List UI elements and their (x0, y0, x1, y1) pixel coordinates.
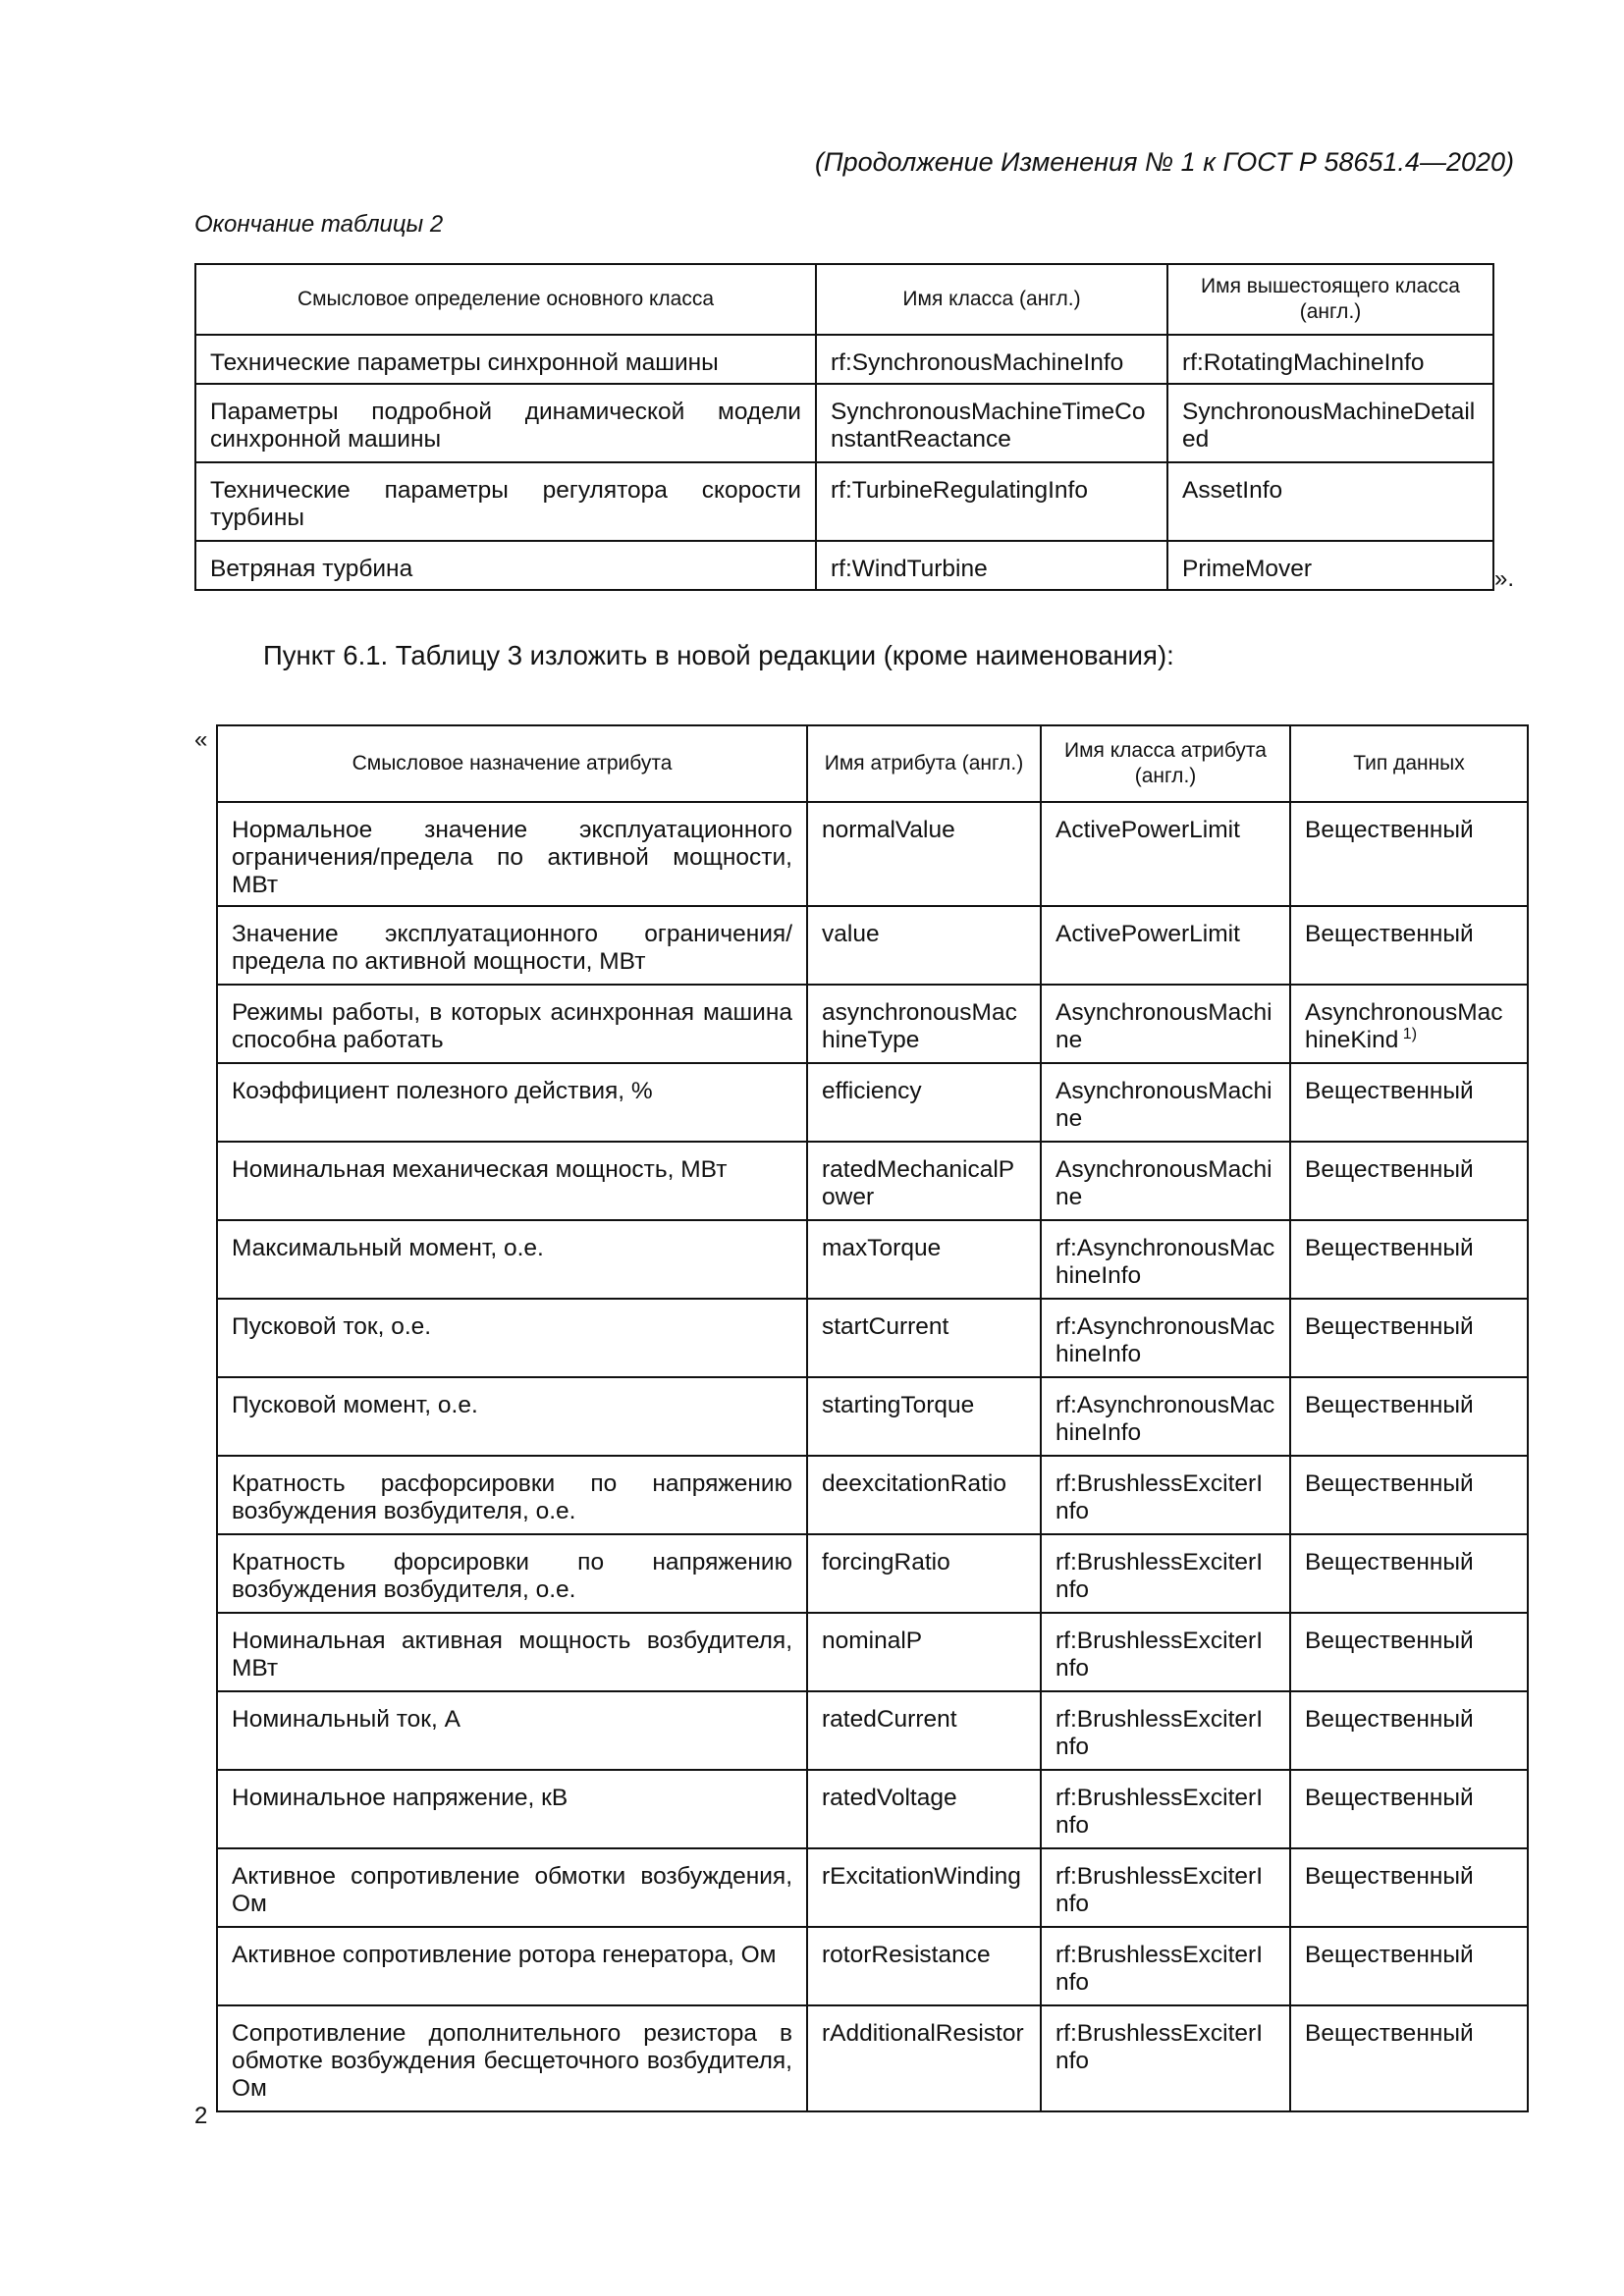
table-row (195, 541, 1493, 590)
table-cell: deexcitationRatio (807, 1456, 1041, 1534)
table2-caption: Окончание таблицы 2 (194, 211, 444, 238)
table3-header-cell: Тип данных (1290, 725, 1528, 802)
section-instruction-text: Пункт 6.1. Таблицу 3 изложить в новой редакции (кроме наименования): (263, 640, 1174, 670)
table-cell: rf:BrushlessExciterInfo (1041, 1927, 1290, 2005)
table-cell: maxTorque (807, 1220, 1041, 1299)
table-cell: Режимы работы, в которых асинхронная машина способна работать (217, 985, 807, 1063)
table-cell: Пусковой ток, о.е. (217, 1299, 807, 1377)
table-cell: Технические параметры синхронной машины (195, 335, 816, 384)
table-cell: Максимальный момент, о.е. (217, 1220, 807, 1299)
table-cell: ratedVoltage (807, 1770, 1041, 1848)
table-cell: Вещественный (1290, 1927, 1528, 2005)
table-row (217, 802, 1528, 906)
table-cell: Вещественный (1290, 1063, 1528, 1142)
table-cell: Вещественный (1290, 1142, 1528, 1220)
table-cell: forcingRatio (807, 1534, 1041, 1613)
table-cell: rf:AsynchronousMachineInfo (1041, 1299, 1290, 1377)
table-cell: Ветряная турбина (195, 541, 816, 590)
table-row (217, 1770, 1528, 1848)
table-cell: Технические параметры регулятора скорости турбины (195, 462, 816, 541)
table-cell: Вещественный (1290, 1770, 1528, 1848)
table3-header-row (217, 725, 1528, 802)
footnote-marker: 1) (1398, 1026, 1418, 1042)
table-row (217, 1691, 1528, 1770)
table-cell: Значение эксплуатационного ограничения/предела по активной мощности, МВт (217, 906, 807, 985)
table-row (217, 1142, 1528, 1220)
table-cell: ActivePowerLimit (1041, 906, 1290, 985)
table-cell: rotorResistance (807, 1927, 1041, 2005)
table-cell: Кратность расфорсировки по напряжению возбуждения возбудителя, о.е. (217, 1456, 807, 1534)
table-cell: Активное сопротивление обмотки возбуждения, Ом (217, 1848, 807, 1927)
table-cell: Вещественный (1290, 1848, 1528, 1927)
table-cell: AssetInfo (1167, 462, 1493, 541)
table-cell: Вещественный (1290, 1534, 1528, 1613)
table2 (194, 263, 1494, 591)
table3-header-cell: Смысловое назначение атрибута (217, 725, 807, 802)
table3-header-cell: Имя атрибута (англ.) (807, 725, 1041, 802)
table-cell: AsynchronousMachine (1041, 1142, 1290, 1220)
table-cell: Номинальная активная мощность возбудителя, МВт (217, 1613, 807, 1691)
table-cell: ratedCurrent (807, 1691, 1041, 1770)
table-cell: PrimeMover (1167, 541, 1493, 590)
table-cell: rf:SynchronousMachineInfo (816, 335, 1167, 384)
table-cell: ActivePowerLimit (1041, 802, 1290, 906)
table-row (217, 1613, 1528, 1691)
table-row (217, 1848, 1528, 1927)
table-cell: SynchronousMachineTimeConstantReactance (816, 384, 1167, 462)
table-cell: Активное сопротивление ротора генератора, Ом (217, 1927, 807, 2005)
table-cell: Вещественный (1290, 1299, 1528, 1377)
table3 (216, 724, 1529, 2112)
table-row (217, 1299, 1528, 1377)
table-cell: Сопротивление дополнительного резистора в обмотке возбуждения бесщеточного возбудителя, Ом (217, 2005, 807, 2111)
table-cell: Вещественный (1290, 2005, 1528, 2111)
table-cell: Вещественный (1290, 802, 1528, 906)
table-cell: rf:BrushlessExciterInfo (1041, 1613, 1290, 1691)
table-cell: nominalP (807, 1613, 1041, 1691)
table3-header-cell: Имя класса атрибута (англ.) (1041, 725, 1290, 802)
table-cell: Номинальный ток, А (217, 1691, 807, 1770)
table-cell: SynchronousMachineDetailed (1167, 384, 1493, 462)
table-row (217, 1377, 1528, 1456)
table-cell: startingTorque (807, 1377, 1041, 1456)
table-cell: Номинальное напряжение, кВ (217, 1770, 807, 1848)
table-cell: Кратность форсировки по напряжению возбуждения возбудителя, о.е. (217, 1534, 807, 1613)
table-cell: Нормальное значение эксплуатационного ограничения/предела по активной мощности, МВт (217, 802, 807, 906)
table-cell: Вещественный (1290, 906, 1528, 985)
table-row (217, 985, 1528, 1063)
table-cell: rf:RotatingMachineInfo (1167, 335, 1493, 384)
table-cell: Коэффициент полезного действия, % (217, 1063, 807, 1142)
table3-open-quote: « (194, 726, 208, 753)
table2-header-cell: Смысловое определение основного класса (195, 264, 816, 335)
table-row (217, 1927, 1528, 2005)
table-row (195, 384, 1493, 462)
table-cell: Вещественный (1290, 1613, 1528, 1691)
table-cell: rf:TurbineRegulatingInfo (816, 462, 1167, 541)
table-row (217, 2005, 1528, 2111)
table-cell: rf:BrushlessExciterInfo (1041, 1456, 1290, 1534)
table-cell: rf:AsynchronousMachineInfo (1041, 1220, 1290, 1299)
table-cell: AsynchronousMachine (1041, 985, 1290, 1063)
table-row (217, 906, 1528, 985)
page-number: 2 (194, 2103, 208, 2129)
table-cell: value (807, 906, 1041, 985)
table-cell: ratedMechanicalPower (807, 1142, 1041, 1220)
table2-header-row (195, 264, 1493, 335)
table-cell: AsynchronousMachine (1041, 1063, 1290, 1142)
table-cell: AsynchronousMachineKind $^{1)}$ (1290, 985, 1528, 1063)
table-cell: startCurrent (807, 1299, 1041, 1377)
table-cell: efficiency (807, 1063, 1041, 1142)
table2-header-cell: Имя вышестоящего класса (англ.) (1167, 264, 1493, 335)
table-cell: rf:BrushlessExciterInfo (1041, 1770, 1290, 1848)
table-row (217, 1220, 1528, 1299)
table-cell: rAdditionalResistor (807, 2005, 1041, 2111)
table-cell: rf:AsynchronousMachineInfo (1041, 1377, 1290, 1456)
table-cell: Вещественный (1290, 1456, 1528, 1534)
table-cell: rf:BrushlessExciterInfo (1041, 1534, 1290, 1613)
table-cell: rf:BrushlessExciterInfo (1041, 2005, 1290, 2111)
table-cell: normalValue (807, 802, 1041, 906)
table-cell: Вещественный (1290, 1377, 1528, 1456)
document-reference-header: (Продолжение Изменения № 1 к ГОСТ Р 58651.4—2020) (815, 147, 1514, 177)
table-row (217, 1456, 1528, 1534)
table-row (195, 335, 1493, 384)
table-cell: Номинальная механическая мощность, МВт (217, 1142, 807, 1220)
table-row (217, 1063, 1528, 1142)
table-cell: Пусковой момент, о.е. (217, 1377, 807, 1456)
table-cell: rf:WindTurbine (816, 541, 1167, 590)
table-cell: asynchronousMachineType (807, 985, 1041, 1063)
table2-header-cell: Имя класса (англ.) (816, 264, 1167, 335)
table-cell: rf:BrushlessExciterInfo (1041, 1848, 1290, 1927)
table-cell: rExcitationWinding (807, 1848, 1041, 1927)
table-row (195, 462, 1493, 541)
table-cell: Вещественный (1290, 1220, 1528, 1299)
table2-close-quote: ». (1494, 565, 1515, 592)
table-cell: Вещественный (1290, 1691, 1528, 1770)
table-row (217, 1534, 1528, 1613)
table-cell: rf:BrushlessExciterInfo (1041, 1691, 1290, 1770)
table-cell: Параметры подробной динамической модели синхронной машины (195, 384, 816, 462)
